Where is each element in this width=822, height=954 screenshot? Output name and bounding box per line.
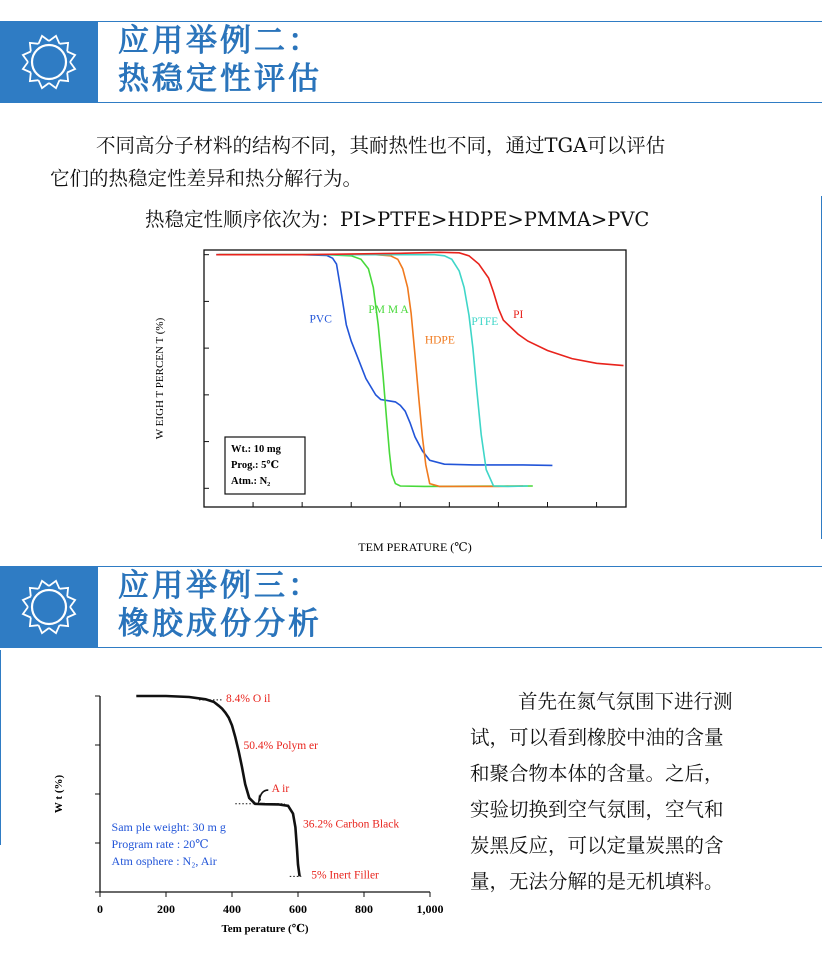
sun-ray bbox=[49, 625, 60, 633]
tga-chart-rubber bbox=[0, 654, 470, 954]
series-label-pvc: PVC bbox=[309, 313, 332, 326]
section2-para-line: 炭黑反应，可以定量炭黑的含 bbox=[470, 834, 724, 857]
sun-badge-icon bbox=[0, 566, 98, 648]
conditions-line: Atm.: N₂ bbox=[231, 476, 271, 487]
series-line-pvc bbox=[216, 255, 552, 466]
section2-icon-box bbox=[0, 566, 98, 648]
annotation-label: 8.4% O il bbox=[226, 692, 271, 705]
sample-info-line: Atm osphere : N₂, Air bbox=[111, 854, 217, 869]
section1-title-line2: 热稳定性评估 bbox=[118, 61, 322, 97]
x-tick-label: 0 bbox=[97, 902, 103, 916]
series-line-pi bbox=[216, 252, 623, 365]
section1-title-line1: 应用举例二： bbox=[118, 23, 322, 59]
x-tick-label: 400 bbox=[223, 902, 241, 916]
sun-ray bbox=[39, 581, 50, 589]
section1-paragraph-line1: 不同高分子材料的结构不同，其耐热性也不同，通过TGA可以评估 bbox=[96, 134, 666, 157]
sun-ray bbox=[67, 597, 75, 608]
section2-para-line: 和聚合物本体的含量。之后， bbox=[470, 762, 724, 785]
sun-ray bbox=[39, 625, 50, 633]
section2-para-line: 量，无法分解的是无机填料。 bbox=[470, 870, 724, 893]
sun-core bbox=[32, 590, 66, 624]
section1-paragraph-line2: 它们的热稳定性差异和热分解行为。 bbox=[50, 167, 363, 190]
air-arrow-icon bbox=[259, 790, 268, 800]
section2-title-line2: 橡胶成份分析 bbox=[118, 606, 322, 642]
annotation-label: 5% Inert Filler bbox=[311, 869, 379, 882]
x-tick-label: 200 bbox=[157, 902, 175, 916]
conditions-line: Wt.: 10 mg bbox=[231, 444, 281, 455]
sun-ray bbox=[49, 581, 60, 589]
sun-ray bbox=[23, 607, 31, 618]
series-label-pmma: PM M A bbox=[368, 304, 409, 317]
section2-bottom-rule bbox=[0, 647, 822, 648]
series-label-pi: PI bbox=[513, 308, 524, 321]
x-tick-label: 1,000 bbox=[416, 902, 444, 916]
series-label-hdpe: HDPE bbox=[424, 334, 455, 347]
x-tick-label: 600 bbox=[289, 902, 307, 916]
sun-ray bbox=[23, 597, 31, 608]
y-axis-title: W EIGH T PERCEN T (%) bbox=[154, 317, 166, 440]
section2-para-line: 首先在氮气氛围下进行测 bbox=[518, 690, 733, 713]
conditions-line: Prog.: 5℃ bbox=[231, 460, 279, 471]
section1-order-line: 热稳定性顺序依次为：PI>PTFE>HDPE>PMMA>PVC bbox=[145, 208, 650, 231]
section2-title-line1: 应用举例三： bbox=[118, 568, 322, 604]
y-axis-title: W t (%) bbox=[53, 774, 65, 814]
section2-para-line: 实验切换到空气氛围，空气和 bbox=[470, 798, 724, 821]
sun-ray bbox=[67, 607, 75, 618]
series-label-ptfe: PTFE bbox=[471, 315, 499, 328]
section2-para-line: 试，可以看到橡胶中油的含量 bbox=[470, 726, 724, 749]
x-axis-title: Tem perature (℃) bbox=[221, 923, 309, 935]
annotation-label: 50.4% Polym er bbox=[243, 739, 318, 752]
annotation-label: 36.2% Carbon Black bbox=[302, 818, 400, 831]
sample-info-line: Program rate : 20℃ bbox=[111, 837, 209, 852]
x-tick-label: 800 bbox=[355, 902, 373, 916]
x-axis-title: TEM PERATURE (℃) bbox=[358, 540, 472, 554]
annotation-label: A ir bbox=[271, 783, 290, 796]
sample-info-line: Sam ple weight: 30 m g bbox=[111, 820, 226, 835]
